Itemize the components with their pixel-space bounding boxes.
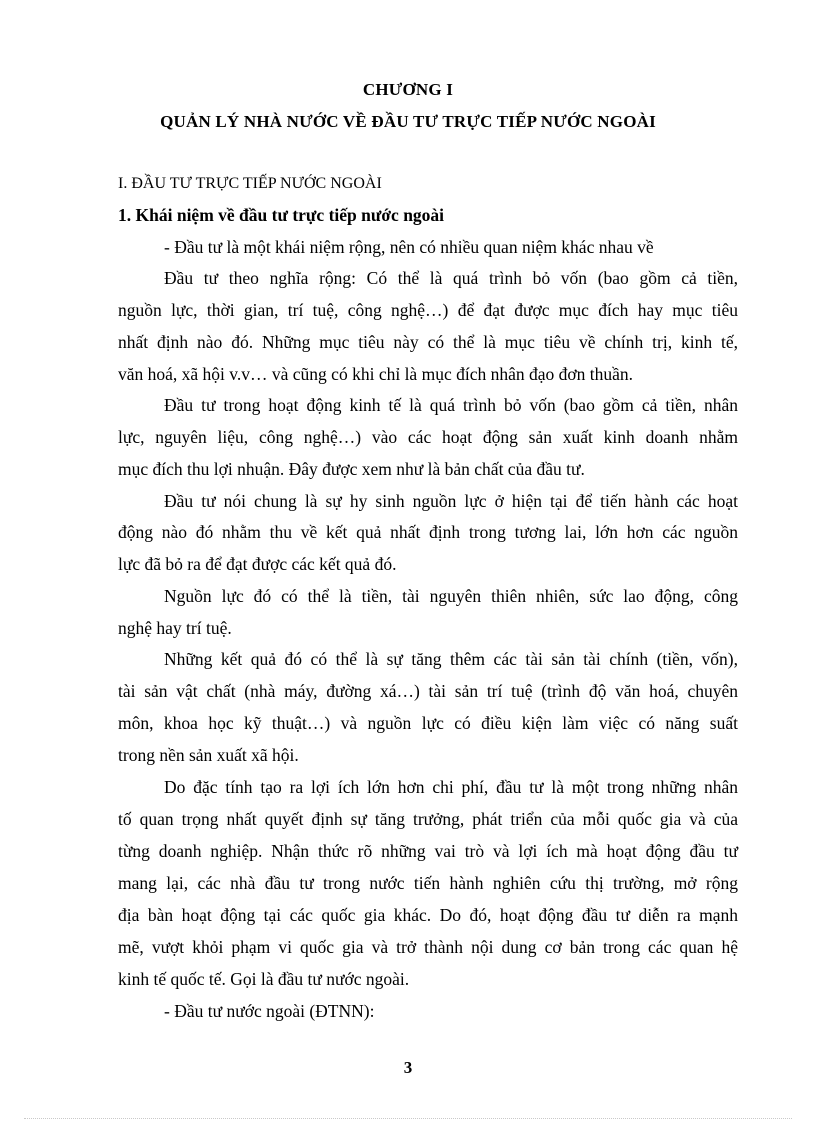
- paragraph-line: nguồn lực, thời gian, trí tuệ, công nghệ…) để đạt được mục đích hay mục tiêu: [118, 300, 738, 320]
- paragraph-line: động nào đó nhằm thu về kết quả nhất định trong tương lai, lớn hơn các nguồn: [118, 522, 738, 542]
- paragraph-line: mục đích thu lợi nhuận. Đây được xem như là bản chất của đầu tư.: [118, 459, 585, 479]
- paragraph-line: Đầu tư trong hoạt động kinh tế là quá trình bỏ vốn (bao gồm cả tiền, nhân: [164, 395, 738, 415]
- paragraph-line: mẽ, vượt khỏi phạm vi quốc gia và trở thành nội dung cơ bản trong các quan hệ: [118, 937, 738, 957]
- paragraph-line: Đầu tư theo nghĩa rộng: Có thể là quá trình bỏ vốn (bao gồm cả tiền,: [164, 268, 738, 288]
- paragraph-line: Nguồn lực đó có thể là tiền, tài nguyên thiên nhiên, sức lao động, công: [164, 586, 738, 606]
- paragraph-line: lực đã bỏ ra để đạt được các kết quả đó.: [118, 554, 397, 574]
- paragraph-line: địa bàn hoạt động tại các quốc gia khác. Do đó, hoạt động đầu tư diễn ra mạnh: [118, 905, 738, 925]
- subsection-heading: 1. Khái niệm về đầu tư trực tiếp nước ngoài: [118, 205, 445, 225]
- paragraph-line: mang lại, các nhà đầu tư trong nước tiến hành nghiên cứu thị trường, mở rộng: [118, 873, 738, 893]
- paragraph-line: - Đầu tư là một khái niệm rộng, nên có nhiều quan niệm khác nhau về: [164, 237, 654, 257]
- paragraph-line: Do đặc tính tạo ra lợi ích lớn hơn chi phí, đầu tư là một trong những nhân: [164, 777, 738, 797]
- page-number: 3: [403, 1058, 413, 1077]
- paragraph-line: môn, khoa học kỹ thuật…) và nguồn lực có điều kiện làm việc có năng suất: [118, 713, 738, 733]
- paragraph-line: nhất định nào đó. Những mục tiêu này có thể là mục tiêu về chính trị, kinh tế,: [118, 332, 738, 352]
- section-heading: I. ĐẦU TƯ TRỰC TIẾP NƯỚC NGOÀI: [118, 175, 382, 192]
- paragraph-line: - Đầu tư nước ngoài (ĐTNN):: [164, 1001, 375, 1021]
- paragraph-line: trong nền sản xuất xã hội.: [118, 745, 299, 765]
- paragraph-line: kinh tế quốc tế. Gọi là đầu tư nước ngoài.: [118, 969, 410, 989]
- paragraph-line: lực, nguyên liệu, công nghệ…) vào các hoạt động sản xuất kinh doanh nhằm: [118, 427, 738, 447]
- paragraph-line: tố quan trọng nhất quyết định sự tăng trưởng, phát triển của mỗi quốc gia và của: [118, 809, 738, 829]
- paragraph-line: văn hoá, xã hội v.v… và cũng có khi chỉ là mục đích nhân đạo đơn thuần.: [118, 364, 634, 384]
- paragraph-line: từng doanh nghiệp. Nhận thức rõ những vai trò và lợi ích mà hoạt động đầu tư: [118, 841, 738, 861]
- page-bottom-divider: [24, 1118, 792, 1119]
- paragraph-line: nghệ hay trí tuệ.: [118, 618, 232, 638]
- paragraph-line: Những kết quả đó có thể là sự tăng thêm các tài sản tài chính (tiền, vốn),: [164, 649, 738, 669]
- chapter-title: QUẢN LÝ NHÀ NƯỚC VỀ ĐẦU TƯ TRỰC TIẾP NƯỚC NGOÀI: [160, 112, 656, 131]
- paragraph-line: Đầu tư nói chung là sự hy sinh nguồn lực ở hiện tại để tiến hành các hoạt: [164, 491, 738, 511]
- chapter-number: CHƯƠNG I: [362, 80, 454, 99]
- paragraph-line: tài sản vật chất (nhà máy, đường xá…) tài sản trí tuệ (trình độ văn hoá, chuyên: [118, 681, 738, 701]
